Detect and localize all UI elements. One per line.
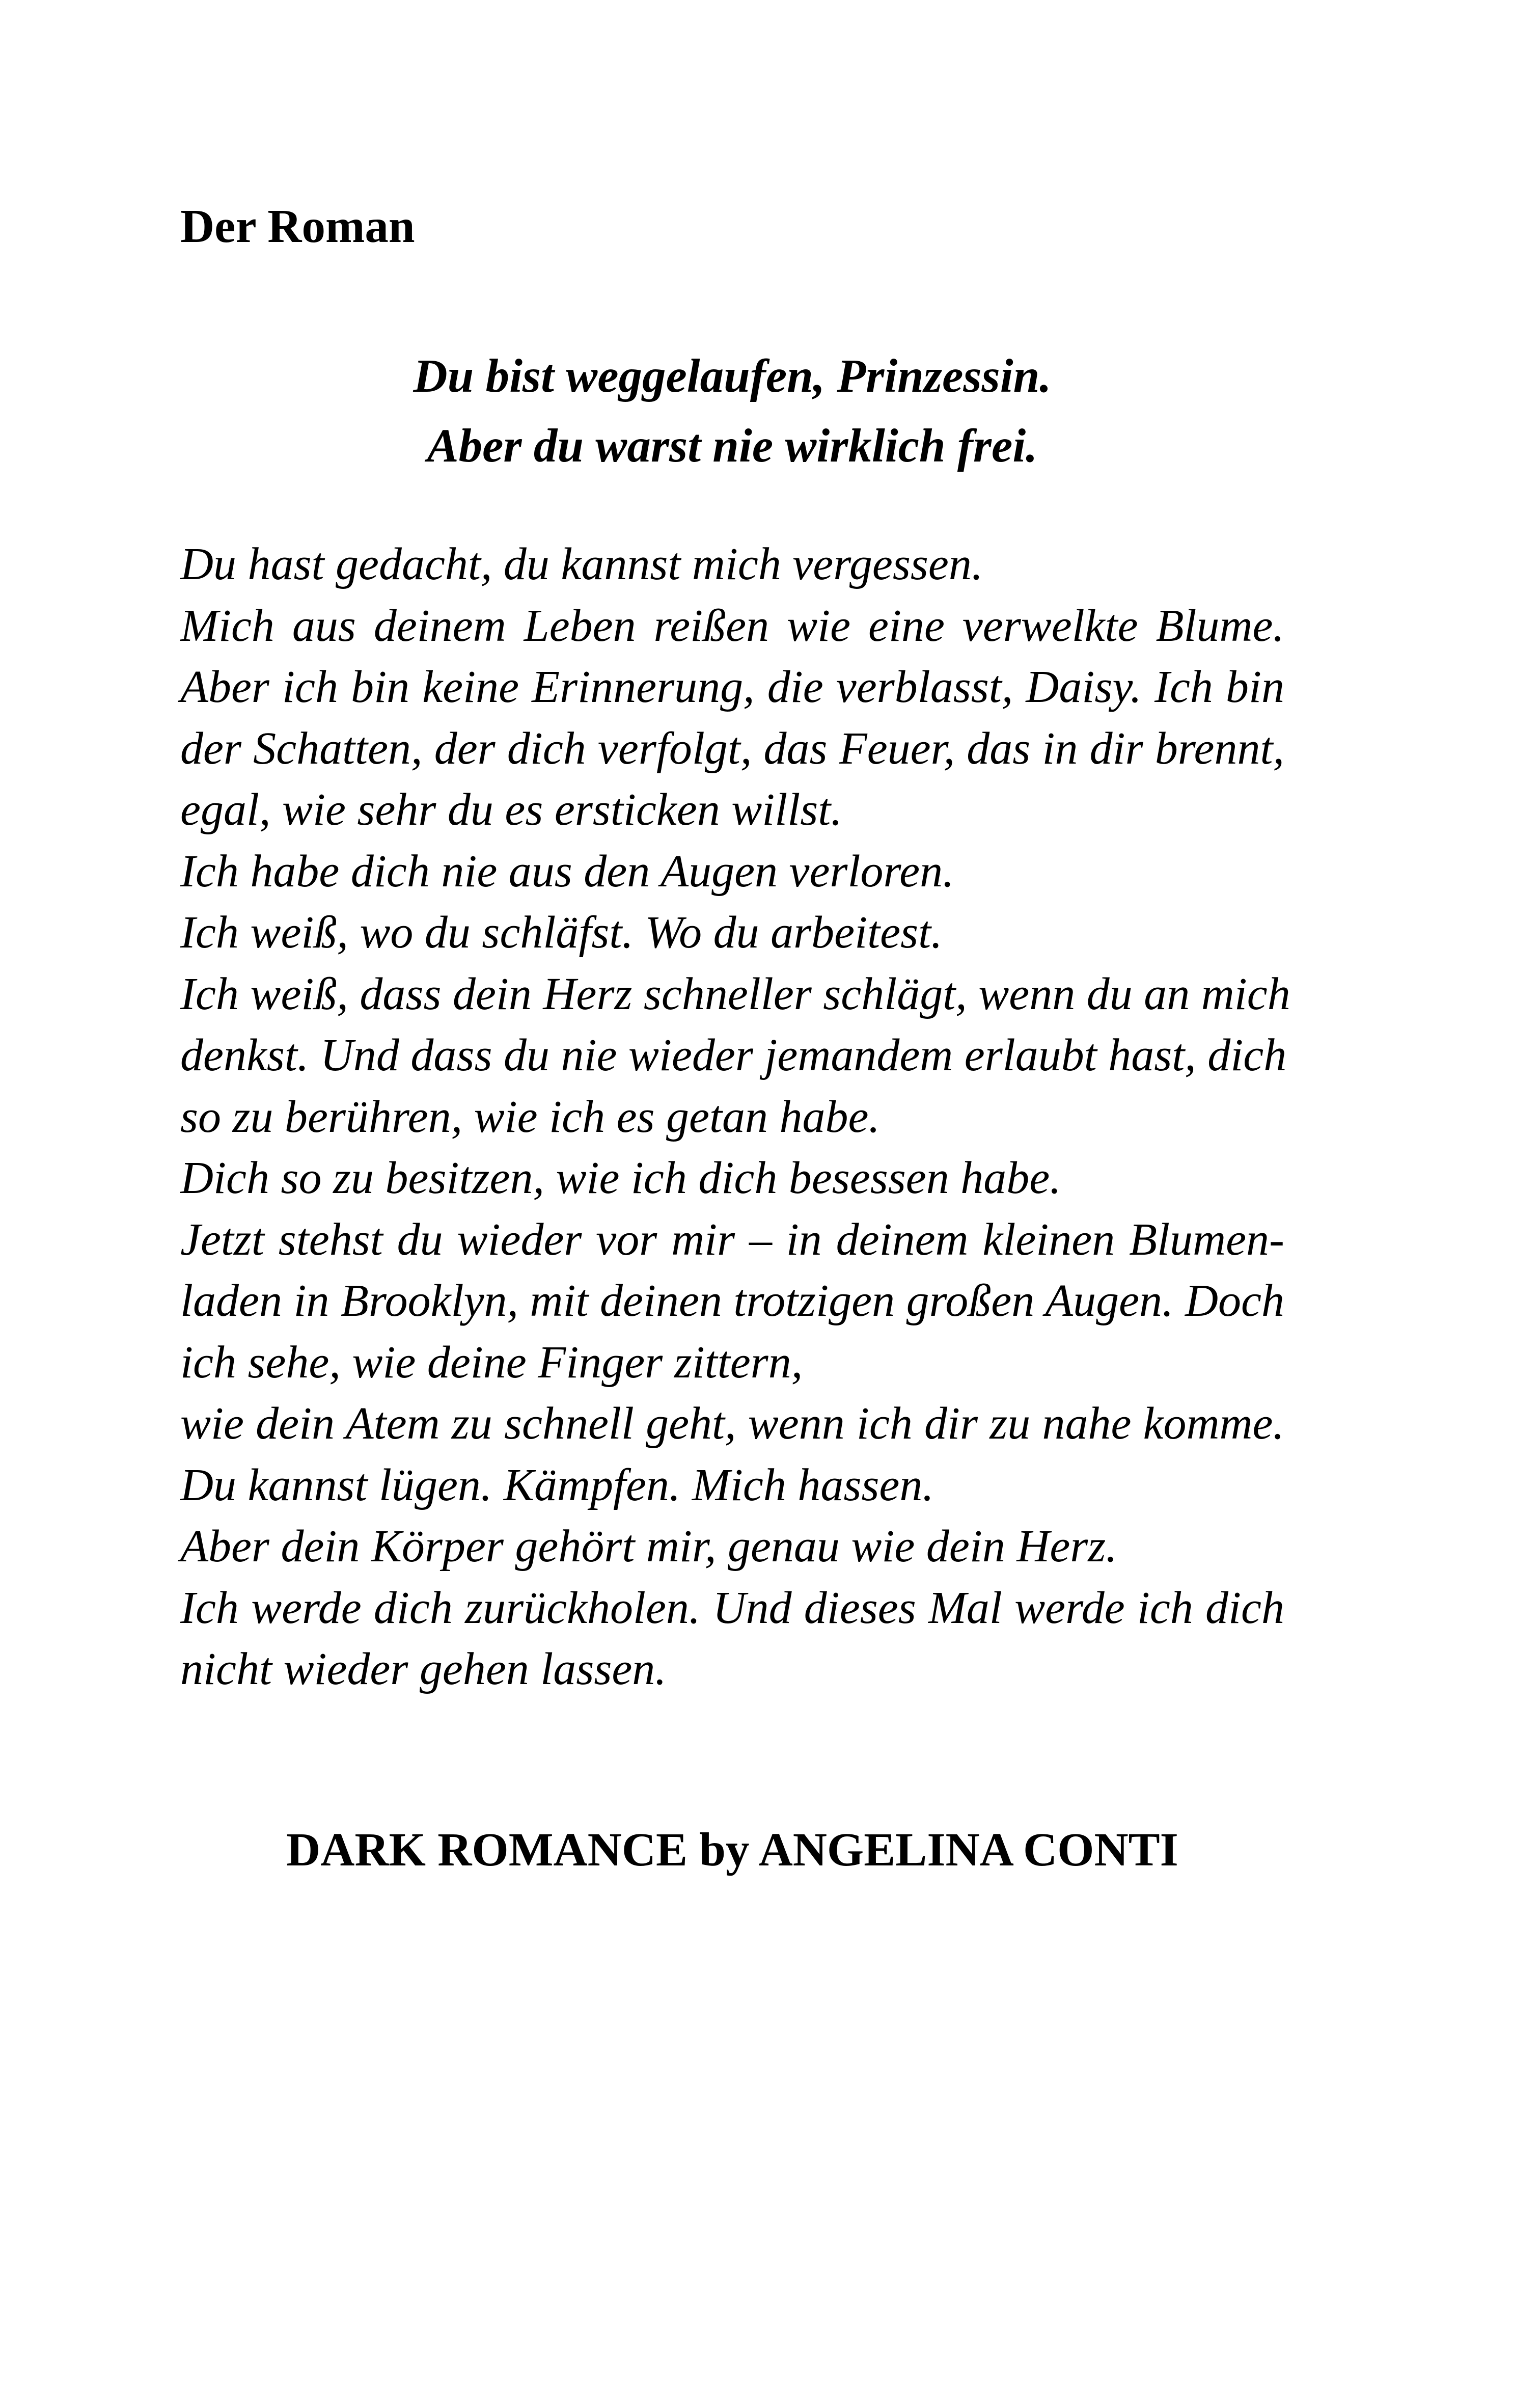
blurb-line: Ich habe dich nie aus den Augen verloren.: [180, 846, 954, 897]
blurb-line: ich sehe, wie deine Finger zittern,: [180, 1337, 803, 1388]
blurb-line: Mich aus deinem Leben reißen wie eine verwelkte Blume.: [180, 600, 1284, 651]
blurb-line: laden in Brooklyn, mit deinen trotzigen großen Augen. Doch: [180, 1276, 1284, 1326]
blurb-line: Ich weiß, dass dein Herz schneller schlägt, wenn du an mich: [180, 968, 1290, 1019]
blurb-line: so zu berühren, wie ich es getan habe.: [180, 1091, 880, 1142]
blurb-line: Du kannst lügen. Kämpfen. Mich hassen.: [180, 1459, 934, 1510]
tagline-line: Du bist weggelaufen, Prinzessin.: [413, 350, 1052, 402]
genre-author-line: DARK ROMANCE by ANGELINA CONTI: [286, 1824, 1178, 1876]
tagline: [180, 341, 1284, 481]
blurb-line: Jetzt stehst du wieder vor mir – in deinem kleinen Blumen-: [180, 1214, 1284, 1265]
blurb-line: Ich weiß, wo du schläfst. Wo du arbeitest.: [180, 907, 943, 958]
tagline-line: Aber du warst nie wirklich frei.: [427, 420, 1038, 472]
blurb-line: wie dein Atem zu schnell geht, wenn ich dir zu nahe komme.: [180, 1398, 1284, 1449]
blurb-line: Aber ich bin keine Erinnerung, die verblasst, Daisy. Ich bin: [180, 662, 1284, 712]
blurb-line: Ich werde dich zurückholen. Und dieses Mal werde ich dich: [180, 1582, 1284, 1633]
blurb-line: egal, wie sehr du es ersticken willst.: [180, 784, 842, 835]
blurb-line: Aber dein Körper gehört mir, genau wie dein Herz.: [180, 1521, 1117, 1572]
blurb-line: der Schatten, der dich verfolgt, das Feuer, das in dir brennt,: [180, 723, 1284, 774]
blurb-line: nicht wieder gehen lassen.: [180, 1644, 667, 1694]
blurb-text: [180, 534, 1290, 1700]
blurb-line: Dich so zu besitzen, wie ich dich besessen habe.: [180, 1153, 1061, 1203]
blurb-line: Du hast gedacht, du kannst mich vergessen.: [180, 539, 983, 589]
section-title: Der Roman: [180, 200, 415, 253]
blurb-line: denkst. Und dass du nie wieder jemandem erlaubt hast, dich: [180, 1030, 1287, 1080]
